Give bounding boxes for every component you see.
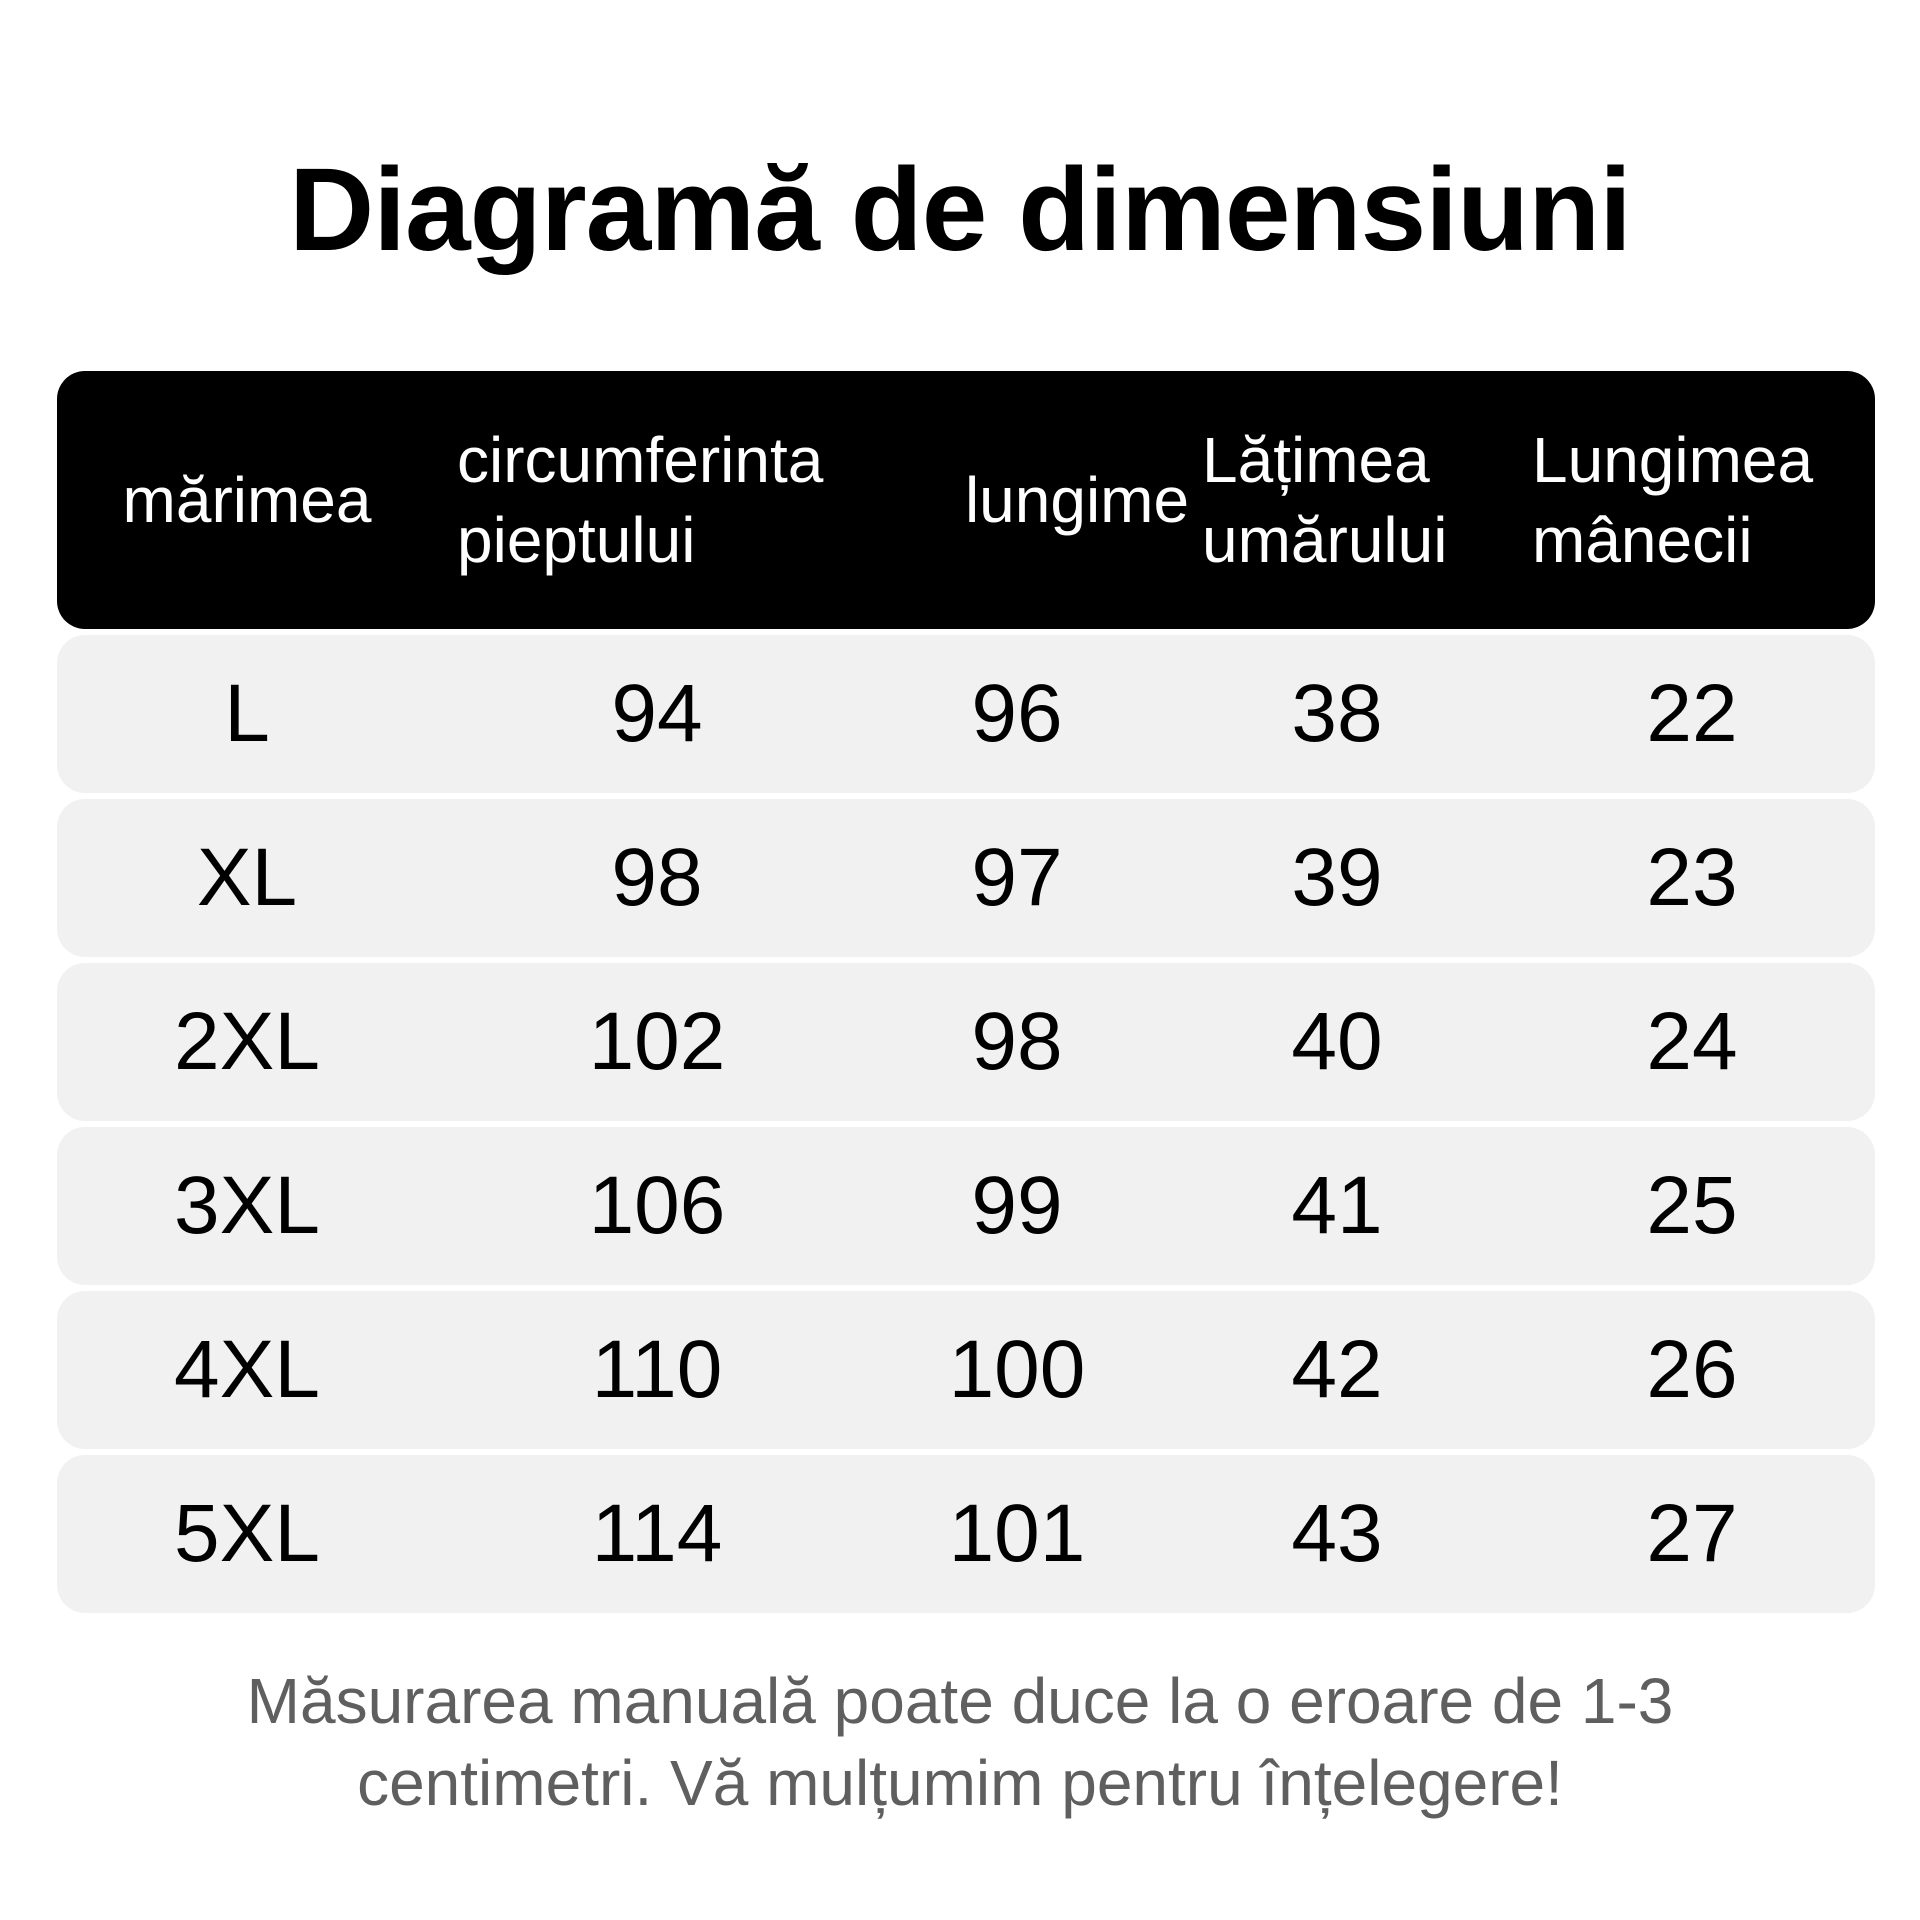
header-shoulder-line1: Lățimea [1202,424,1430,496]
cell-shoulder: 39 [1291,832,1383,923]
measurement-note [0,1660,1920,1824]
cell-shoulder: 41 [1291,1160,1383,1251]
cell-chest: 110 [591,1324,723,1415]
cell-size: 5XL [174,1488,320,1579]
header-length-label: lungime [964,464,1190,536]
cell-shoulder: 42 [1291,1324,1383,1415]
cell-length: 96 [971,668,1063,759]
cell-chest: 102 [588,996,726,1087]
note-line2: centimetri. Vă mulțumim pentru înțelegere! [357,1747,1563,1819]
cell-length: 98 [971,996,1063,1087]
cell-sleeve: 22 [1646,668,1738,759]
header-chest-line1: circumferinta [457,424,824,496]
table-row [57,1127,1875,1285]
cell-size: XL [196,832,298,923]
page-title: Diagramă de dimensiuni [289,144,1631,276]
cell-sleeve: 27 [1646,1488,1738,1579]
header-size-label: mărimea [122,464,372,536]
size-chart-table [57,371,1875,1613]
header-size [57,371,437,629]
cell-shoulder: 43 [1291,1488,1383,1579]
cell-size: 4XL [174,1324,320,1415]
header-chest [457,371,887,629]
cell-size: 3XL [174,1160,320,1251]
header-sleeve-line1: Lungimea [1532,424,1814,496]
cell-size: L [224,668,270,759]
header-sleeve [1532,371,1872,629]
cell-chest: 106 [588,1160,726,1251]
table-row [57,963,1875,1121]
cell-sleeve: 24 [1646,996,1738,1087]
cell-shoulder: 40 [1291,996,1383,1087]
cell-length: 100 [948,1324,1086,1415]
cell-length: 97 [971,832,1063,923]
cell-chest: 114 [591,1488,723,1579]
cell-sleeve: 23 [1646,832,1738,923]
header-shoulder [1202,371,1532,629]
table-row [57,635,1875,793]
table-row [57,799,1875,957]
table-header [57,371,1875,629]
header-sleeve-line2: mânecii [1532,504,1753,576]
note-line1: Măsurarea manuală poate duce la o eroare de 1-3 [246,1665,1674,1737]
cell-chest: 94 [611,668,703,759]
cell-size: 2XL [174,996,320,1087]
header-chest-line2: pieptului [457,504,696,576]
cell-shoulder: 38 [1291,668,1383,759]
cell-length: 101 [948,1488,1086,1579]
table-row [57,1291,1875,1449]
cell-chest: 98 [611,832,703,923]
cell-sleeve: 26 [1646,1324,1738,1415]
cell-length: 99 [971,1160,1063,1251]
cell-sleeve: 25 [1646,1160,1738,1251]
header-shoulder-line2: umărului [1202,504,1448,576]
table-row [57,1455,1875,1613]
